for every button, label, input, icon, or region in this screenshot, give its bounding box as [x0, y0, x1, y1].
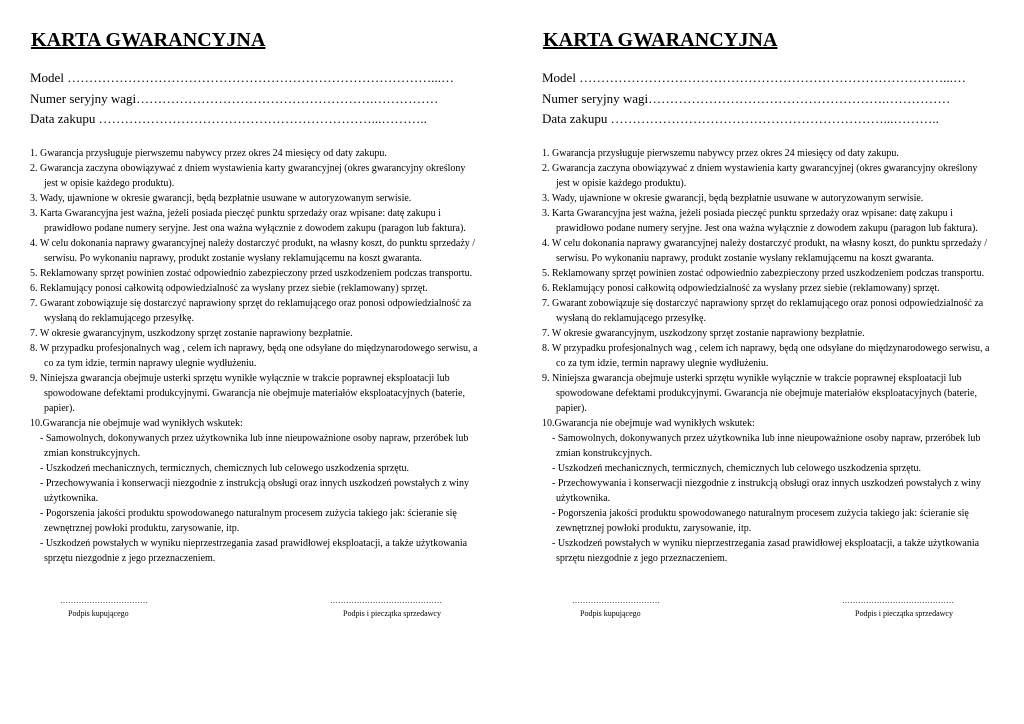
- buyer-signature-label: Podpis kupującego: [580, 609, 641, 618]
- term-line: spowodowane defektami produkcyjnymi. Gwarancja nie obejmuje materiałów eksploatacyjnych (baterie,: [44, 388, 465, 399]
- term-line: co za tym idzie, termin naprawy ulegnie wydłużeniu.: [44, 358, 257, 369]
- buyer-signature-line: ……………………………: [572, 596, 660, 605]
- term-line: 1. Gwarancja przysługuje pierwszemu nabywcy przez okres 24 miesięcy od daty zakupu.: [30, 148, 387, 159]
- exclusion-line: użytkownika.: [44, 493, 99, 504]
- term-line: serwisu. Po wykonaniu naprawy, produkt zostanie wysłany reklamującemu na koszt gwaranta.: [44, 253, 422, 264]
- term-line: wysłaną do reklamującego przesyłkę.: [44, 313, 194, 324]
- warranty-card-left: [30, 0, 492, 724]
- term-line: serwisu. Po wykonaniu naprawy, produkt zostanie wysłany reklamującemu na koszt gwaranta.: [556, 253, 934, 264]
- model-field: Model …………………………………………………………………………...…: [542, 70, 966, 85]
- serial-number-field: Numer seryjny wagi……………………………………………….……………: [542, 90, 951, 106]
- term-line: spowodowane defektami produkcyjnymi. Gwarancja nie obejmuje materiałów eksploatacyjnych (baterie,: [556, 388, 977, 399]
- exclusion-line: - Uszkodzeń mechanicznych, termicznych, chemicznych lub celowego uszkodzenia sprzętu.: [40, 463, 410, 474]
- term-line: papier).: [556, 403, 587, 414]
- seller-signature-line: ……………………………………: [842, 596, 954, 605]
- card-fields: [30, 68, 492, 130]
- serial-number-field: Numer seryjny wagi……………………………………………….……………: [30, 90, 439, 106]
- purchase-date-field: Data zakupu ………………………………………………………...………..: [30, 111, 427, 126]
- exclusion-line: zewnętrznej powłoki produktu, zarysowanie, itp.: [44, 523, 240, 534]
- term-line: 9. Niniejsza gwarancja obejmuje usterki sprzętu wynikłe wyłącznie w trakcie poprawnej eksploatacji lub: [542, 373, 962, 384]
- card-title: KARTA GWARANCYJNA: [31, 29, 266, 51]
- term-line: co za tym idzie, termin naprawy ulegnie wydłużeniu.: [556, 358, 769, 369]
- seller-signature-line: ……………………………………: [330, 596, 442, 605]
- term-line: 7. Gwarant zobowiązuje się dostarczyć naprawiony sprzęt do reklamującego oraz ponosi odpowiedzialność za: [30, 298, 472, 309]
- term-line: 6. Reklamujący ponosi całkowitą odpowiedzialność za wysłany przez siebie (reklamowany) sprzęt.: [542, 283, 940, 294]
- purchase-date-field: Data zakupu ………………………………………………………...………..: [542, 111, 939, 126]
- seller-signature-label: Podpis i pieczątka sprzedawcy: [855, 609, 953, 618]
- exclusion-line: - Pogorszenia jakości produktu spowodowanego naturalnym procesem zużycia takiego jak: ścieranie się: [40, 508, 457, 519]
- exclusion-line: sprzętu niezgodnie z jego przeznaczeniem.: [556, 553, 728, 564]
- term-line: 3. Karta Gwarancyjna jest ważna, jeżeli posiada pieczęć punktu sprzedaży oraz wpisane: datę zakupu i: [542, 208, 953, 219]
- warranty-terms: [30, 146, 492, 566]
- term-line: 7. W okresie gwarancyjnym, uszkodzony sprzęt zostanie naprawiony bezpłatnie.: [542, 328, 865, 339]
- term-line: 1. Gwarancja przysługuje pierwszemu nabywcy przez okres 24 miesięcy od daty zakupu.: [542, 148, 899, 159]
- buyer-signature-label: Podpis kupującego: [68, 609, 129, 618]
- warranty-card-right: [542, 0, 1004, 724]
- exclusion-line: - Przechowywania i konserwacji niezgodnie z instrukcją obsługi oraz innych uszkodzeń powstałych z winy: [40, 478, 470, 489]
- term-line: 3. Karta Gwarancyjna jest ważna, jeżeli posiada pieczęć punktu sprzedaży oraz wpisane: datę zakupu i: [30, 208, 441, 219]
- exclusion-line: - Samowolnych, dokonywanych przez użytkownika lub inne nieupoważnione osoby napraw, przeróbek lub: [552, 433, 981, 444]
- seller-signature-label: Podpis i pieczątka sprzedawcy: [343, 609, 441, 618]
- term-line: 7. W okresie gwarancyjnym, uszkodzony sprzęt zostanie naprawiony bezpłatnie.: [30, 328, 353, 339]
- term-line: 3. Wady, ujawnione w okresie gwarancji, będą bezpłatnie usuwane w autoryzowanym serwisie.: [30, 193, 412, 204]
- term-line: 3. Wady, ujawnione w okresie gwarancji, będą bezpłatnie usuwane w autoryzowanym serwisie.: [542, 193, 924, 204]
- term-line: 2. Gwarancja zaczyna obowiązywać z dniem wystawienia karty gwarancyjnej (okres gwarancyjny określony: [542, 163, 978, 174]
- term-line: jest w opisie każdego produktu).: [44, 178, 175, 189]
- exclusion-line: - Samowolnych, dokonywanych przez użytkownika lub inne nieupoważnione osoby napraw, przeróbek lub: [40, 433, 469, 444]
- term-line: 4. W celu dokonania naprawy gwarancyjnej należy dostarczyć produkt, na własny koszt, do punktu sprzedaży /: [30, 238, 476, 249]
- term-line: papier).: [44, 403, 75, 414]
- term-line: 8. W przypadku profesjonalnych wag , celem ich naprawy, będą one odsyłane do międzynarodowego serwisu, a: [30, 343, 478, 354]
- exclusion-line: - Uszkodzeń powstałych w wyniku nieprzestrzegania zasad prawidłowej eksploatacji, a także użytkowania: [40, 538, 468, 549]
- exclusion-line: użytkownika.: [556, 493, 611, 504]
- term-line: 8. W przypadku profesjonalnych wag , celem ich naprawy, będą one odsyłane do międzynarodowego serwisu, a: [542, 343, 990, 354]
- term-line: 6. Reklamujący ponosi całkowitą odpowiedzialność za wysłany przez siebie (reklamowany) sprzęt.: [30, 283, 428, 294]
- warranty-terms: [542, 146, 1004, 566]
- term-line: jest w opisie każdego produktu).: [556, 178, 687, 189]
- model-field: Model …………………………………………………………………………...…: [30, 70, 454, 85]
- term-line: 2. Gwarancja zaczyna obowiązywać z dniem wystawienia karty gwarancyjnej (okres gwarancyjny określony: [30, 163, 466, 174]
- exclusion-line: - Pogorszenia jakości produktu spowodowanego naturalnym procesem zużycia takiego jak: ścieranie się: [552, 508, 969, 519]
- term-line: prawidłowo podane numery seryjne. Jest ona ważna wyłącznie z dowodem zakupu (paragon lub faktura).: [44, 223, 466, 234]
- term-line: 7. Gwarant zobowiązuje się dostarczyć naprawiony sprzęt do reklamującego oraz ponosi odpowiedzialność za: [542, 298, 984, 309]
- term-line: 5. Reklamowany sprzęt powinien zostać odpowiednio zabezpieczony przed uszkodzeniem podczas transportu.: [542, 268, 985, 279]
- term-line: 9. Niniejsza gwarancja obejmuje usterki sprzętu wynikłe wyłącznie w trakcie poprawnej eksploatacji lub: [30, 373, 450, 384]
- term-line: wysłaną do reklamującego przesyłkę.: [556, 313, 706, 324]
- exclusion-line: sprzętu niezgodnie z jego przeznaczeniem.: [44, 553, 216, 564]
- card-fields: [542, 68, 1004, 130]
- exclusion-line: - Uszkodzeń mechanicznych, termicznych, chemicznych lub celowego uszkodzenia sprzętu.: [552, 463, 922, 474]
- buyer-signature-line: ……………………………: [60, 596, 148, 605]
- exclusion-line: zmian konstrukcyjnych.: [556, 448, 653, 459]
- exclusion-line: zmian konstrukcyjnych.: [44, 448, 141, 459]
- term-line: prawidłowo podane numery seryjne. Jest ona ważna wyłącznie z dowodem zakupu (paragon lub faktura).: [556, 223, 978, 234]
- term-line: 10.Gwarancja nie obejmuje wad wynikłych wskutek:: [30, 418, 243, 429]
- exclusion-line: - Przechowywania i konserwacji niezgodnie z instrukcją obsługi oraz innych uszkodzeń powstałych z winy: [552, 478, 982, 489]
- term-line: 5. Reklamowany sprzęt powinien zostać odpowiednio zabezpieczony przed uszkodzeniem podczas transportu.: [30, 268, 473, 279]
- term-line: 4. W celu dokonania naprawy gwarancyjnej należy dostarczyć produkt, na własny koszt, do punktu sprzedaży /: [542, 238, 988, 249]
- exclusion-line: zewnętrznej powłoki produktu, zarysowanie, itp.: [556, 523, 752, 534]
- card-title: KARTA GWARANCYJNA: [543, 29, 778, 51]
- term-line: 10.Gwarancja nie obejmuje wad wynikłych wskutek:: [542, 418, 755, 429]
- exclusion-line: - Uszkodzeń powstałych w wyniku nieprzestrzegania zasad prawidłowej eksploatacji, a także użytkowania: [552, 538, 980, 549]
